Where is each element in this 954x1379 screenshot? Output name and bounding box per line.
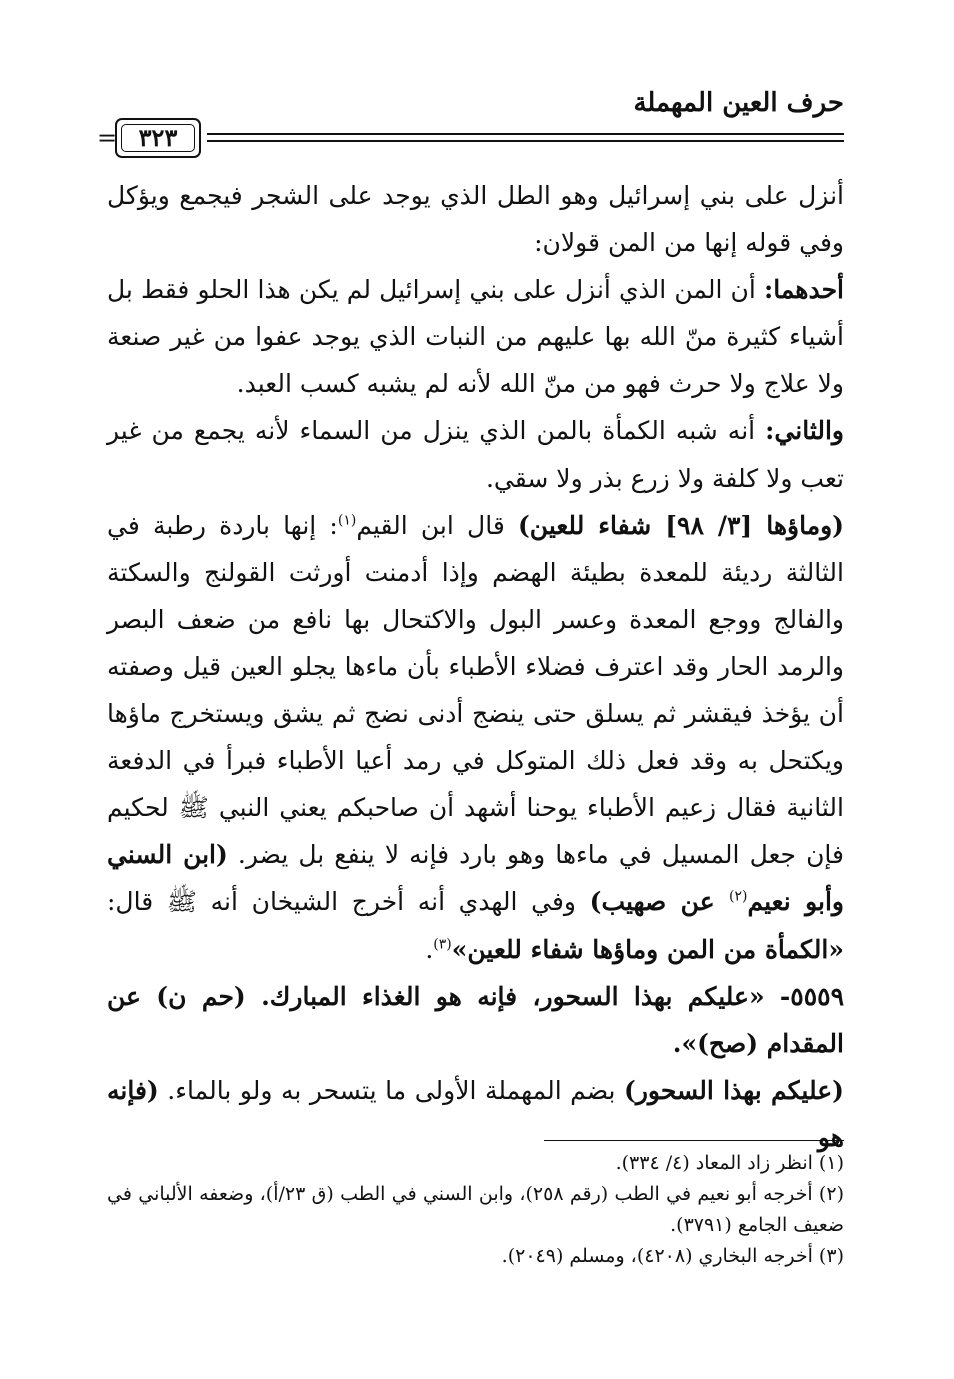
paragraph-3-text: أنه شبه الكمأة بالمن الذي ينزل من السماء لأنه يجمع من غير تعب ولا كلفة ولا زرع بذر ولا سقي. (107, 416, 844, 493)
paragraph-4 (107, 502, 844, 973)
footnote-1: (١) انظر زاد المعاد (٤/ ٣٣٤). (615, 1152, 844, 1174)
hadith-5559-text: ٥٥٥٩- «عليكم بهذا السحور، فإنه هو الغذاء المبارك. (حم ن) عن المقدام (صح)». (107, 981, 844, 1058)
hadith-5559 (107, 973, 844, 1067)
header-eq-sign: = (97, 124, 118, 152)
paragraph-4-source-1: (ابن السني وأبو نعيم (107, 840, 844, 917)
paragraph-6-lead: (عليكم بهذا السحور) (624, 1075, 844, 1105)
footnote-ref-3: (٣) (433, 936, 452, 953)
page-header-title: حرف العين المهملة (633, 88, 844, 118)
footnotes (107, 1148, 844, 1272)
header-rule (97, 118, 844, 160)
paragraph-2 (107, 266, 844, 407)
page-number-box (115, 118, 201, 158)
footnote-ref-1: (١) (337, 512, 357, 529)
paragraph-3-lead: والثاني: (765, 416, 844, 446)
footnote-3: (٣) أخرجه البخاري (٤٢٠٨)، ومسلم (٢٠٤٩). (501, 1245, 844, 1267)
paragraph-2-text: أن المن الذي أنزل على بني إسرائيل لم يكن هذا الحلو فقط بل أشياء كثيرة منّ الله بها عليهم من النبات الذي يوجد عفوا من غير صنعة ولا علاج ولا حرث فهو من منّ الله لأنه لم يشبه كسب العبد. (107, 275, 844, 399)
page-number: ٣٢٣ (121, 124, 195, 152)
footnote-separator (544, 1140, 844, 1141)
paragraph-4-text-b: : إنها باردة رطبة في الثالثة رديئة للمعدة بطيئة الهضم وإذا أدمنت أورثت القولنج والسكتة والفالج ووجع المعدة وعسر البول والاكتحال بها نافع من ضعف البصر والرمد الحار وقد اعترف فضلاء الأطباء بأن ماءها يجلو العين قيل وصفته أن يؤخذ فيقشر ثم يسلق حتى ينضج أدنى نضج ثم يشق ويستخرج ماؤها ويكتحل به وقد فعل ذلك المتوكل في رمد أعيا الأطباء فبرأ في الدفعة الثانية فقال زعيم الأطباء يوحنا أشهد أن صاحبكم يعني النبي ﷺ لحكيم فإن جعل المسيل في ماءها وهو بارد فإنه لا ينفع بل يضر. (107, 510, 845, 870)
paragraph-4-quote: «الكمأة من المن وماؤها شفاء للعين» (451, 934, 844, 964)
paragraph-4-text-a: قال ابن القيم (356, 510, 518, 540)
paragraph-2-lead: أحدهما: (763, 275, 844, 305)
footnote-2: (٢) أخرجه أبو نعيم في الطب (رقم ٢٥٨)، وابن السني في الطب (ق ٢٣/أ)، وضعفه الألباني في ضعيف الجامع (٣٧٩١). (107, 1183, 844, 1236)
paragraph-6 (107, 1067, 844, 1161)
paragraph-6-tail: (فإنه هو (107, 1075, 844, 1152)
double-rule-line (207, 133, 844, 142)
footnote-ref-2: (٢) (729, 889, 748, 906)
paragraph-3 (107, 407, 844, 501)
paragraph-4-end: . (425, 934, 434, 964)
paragraph-4-source-2: عن صهيب) (589, 887, 730, 917)
paragraph-4-text-c: وفي الهدي أنه أخرج الشيخان أنه ﷺ قال: (107, 887, 590, 917)
paragraph-6-text: بضم المهملة الأولى ما يتسحر به ولو بالماء. (158, 1075, 624, 1105)
paragraph-4-lead: (وماؤها [٣/ ٩٨] شفاء للعين) (517, 510, 844, 540)
paragraph-1: أنزل على بني إسرائيل وهو الطل الذي يوجد على الشجر فيجمع ويؤكل وفي قوله إنها من المن قولان: (107, 181, 844, 258)
main-text (107, 172, 844, 1161)
